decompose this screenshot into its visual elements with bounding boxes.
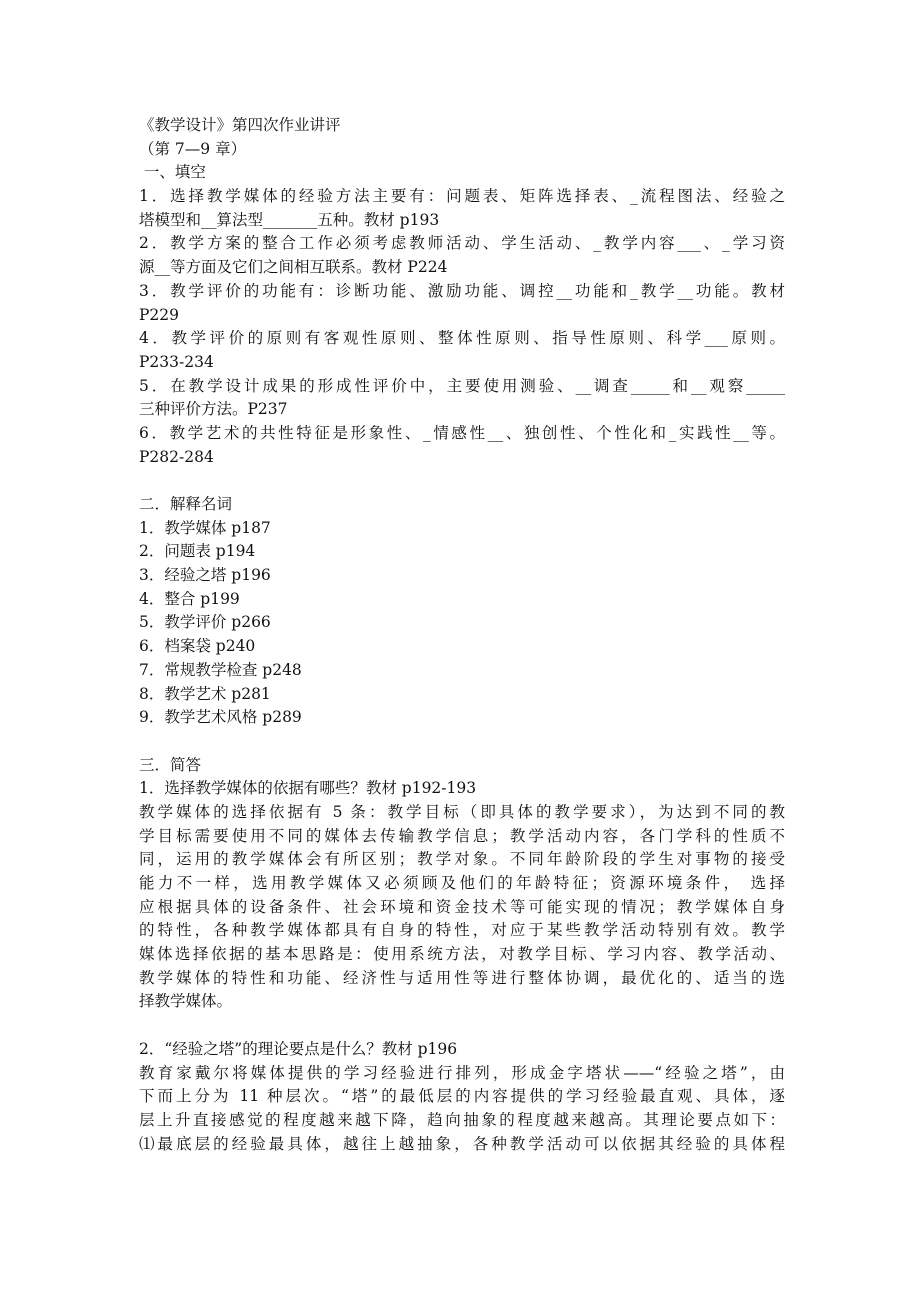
answer-1-line: 教学媒体的选择依据有 5 条：教学目标（即具体的教学要求），为达到不同的教 <box>139 802 785 821</box>
fill-blank-line: 6．教学艺术的共性特征是形象性、_情感性__、独创性、个性化和_实践性__等。 <box>139 423 785 442</box>
term-item: 6．档案袋 p240 <box>139 637 256 656</box>
question-1: 1．选择教学媒体的依据有哪些？教材 p192-193 <box>139 779 477 798</box>
fill-blank-line: 源__等方面及它们之间相互联系。教材 P224 <box>139 258 448 277</box>
answer-2-line: 层上升直接感觉的程度越来越下降，趋向抽象的程度越来越高。其理论要点如下： <box>139 1110 785 1129</box>
document-subtitle: （第 7—9 章） <box>139 139 247 158</box>
term-item: 2．问题表 p194 <box>139 542 256 561</box>
section-heading-terms: 二．解释名词 <box>139 495 233 513</box>
document-title: 《教学设计》第四次作业讲评 <box>139 116 341 134</box>
answer-2-line: 下而上分为 11 种层次。“塔”的最低层的内容提供的学习经验最直观、具体，逐 <box>139 1087 785 1106</box>
fill-blank-line: 2．教学方案的整合工作必须考虑教师活动、学生活动、_教学内容___、_学习资 <box>139 234 785 253</box>
fill-blank-line: 4．教学评价的原则有客观性原则、整体性原则、指导性原则、科学___原则。 <box>139 329 785 348</box>
term-item: 7．常规教学检查 p248 <box>139 660 302 679</box>
term-item: 9．教学艺术风格 p289 <box>139 708 302 727</box>
fill-blank-line: P233-234 <box>139 352 214 371</box>
fill-blank-line: 三种评价方法。P237 <box>139 400 288 419</box>
answer-2-line: 教育家戴尔将媒体提供的学习经验进行排列，形成金字塔状——“经验之塔”，由 <box>139 1063 785 1082</box>
answer-2-line: ⑴最底层的经验最具体，越往上越抽象，各种教学活动可以依据其经验的具体程 <box>139 1134 785 1153</box>
term-item: 8．教学艺术 p281 <box>139 684 271 703</box>
fill-blank-line: 5．在教学设计成果的形成性评价中，主要使用测验、__调查_____和__观察_____ <box>139 376 785 395</box>
fill-blank-line: 1．选择教学媒体的经验方法主要有：问题表、矩阵选择表、_流程图法、经验之 <box>139 187 785 206</box>
term-item: 5．教学评价 p266 <box>139 613 271 632</box>
answer-1-line: 的特性，各种教学媒体都具有自身的特性，对应于某些教学活动特别有效。教学 <box>139 921 785 940</box>
fill-blank-line: P229 <box>139 305 180 324</box>
question-2: 2．“经验之塔”的理论要点是什么？教材 p196 <box>139 1039 458 1058</box>
answer-1-line: 教学媒体的特性和功能、经济性与适用性等进行整体协调，最优化的、适当的选 <box>139 968 785 987</box>
section-heading-fill-blank: 一、填空 <box>139 163 206 182</box>
answer-1-line: 应根据具体的设备条件、社会环境和资金技术等可能实现的情况；教学媒体自身 <box>139 897 785 916</box>
term-item: 3．经验之塔 p196 <box>139 566 271 585</box>
term-item: 1．教学媒体 p187 <box>139 518 271 537</box>
fill-blank-line: P282-284 <box>139 447 214 466</box>
answer-1-line: 媒体选择依据的基本思路是：使用系统方法，对教学目标、学习内容、教学活动、 <box>139 945 785 964</box>
term-item: 4．整合 p199 <box>139 589 240 608</box>
document-page <box>139 114 785 1156</box>
answer-1-line: 择教学媒体。 <box>139 992 233 1011</box>
fill-blank-line: 塔模型和__算法型_______五种。教材 p193 <box>139 210 440 229</box>
section-heading-short-answer: 三．简答 <box>139 755 202 774</box>
answer-1-line: 学目标需要使用不同的媒体去传输教学信息；教学活动内容，各门学科的性质不 <box>139 826 785 845</box>
answer-1-line: 同，运用的教学媒体会有所区别；教学对象。不同年龄阶段的学生对事物的接受 <box>139 850 785 869</box>
answer-1-line: 能力不一样，选用教学媒体又必须顾及他们的年龄特征；资源环境条件， 选择 <box>139 874 785 892</box>
fill-blank-line: 3．教学评价的功能有：诊断功能、激励功能、调控__功能和_教学__功能。教材 <box>139 281 785 300</box>
